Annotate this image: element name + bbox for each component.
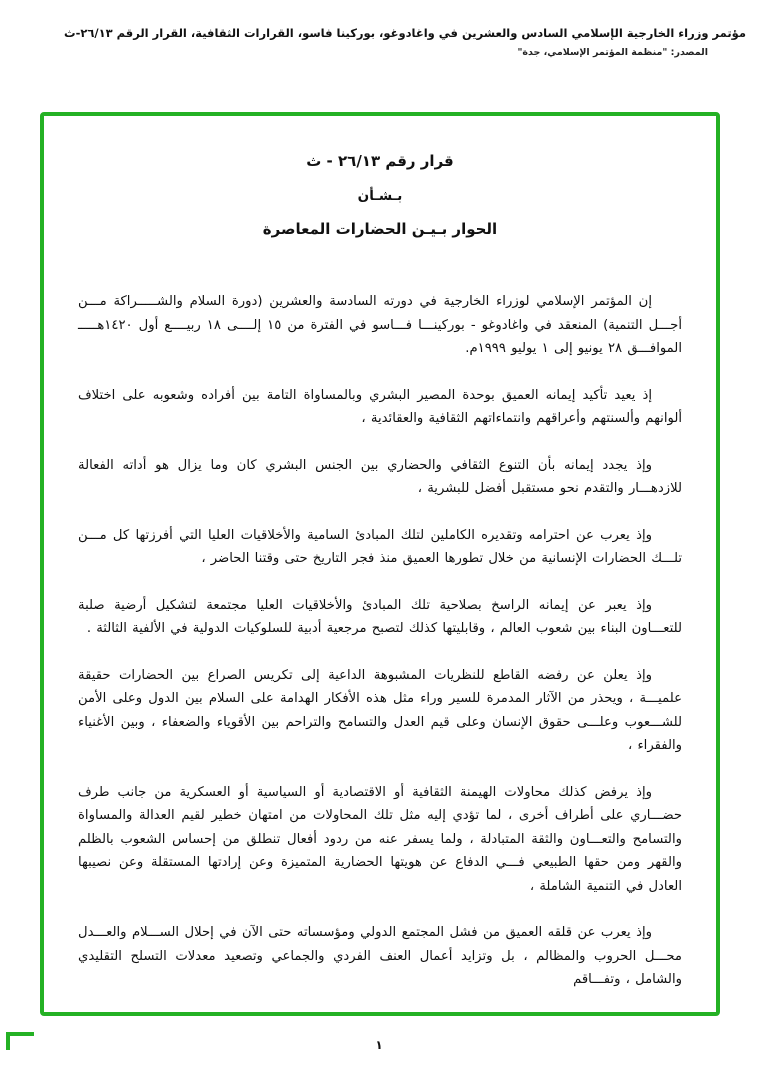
paragraph: وإذ يعبر عن إيمانه الراسخ بصلاحية تلك المبادئ والأخلاقيات العليا مجتمعة لتشكيل أرضية صلبة للتعـــاون البناء بين شعوب العالم ، وقابليتها كذلك لتصبح مرجعية أدبية للسلوكيات الدولية في الألفية الثالثة . <box>78 597 682 636</box>
resolution-regarding-label: بـشـأن <box>357 188 403 204</box>
page-number: ١ <box>375 1038 383 1052</box>
document-header <box>10 26 746 58</box>
paragraph: وإذ يرفض كذلك محاولات الهيمنة الثقافية أو الاقتصادية أو السياسية أو العسكرية من جانب طرف حضـــاري على أطراف أخرى ، لما تؤدي إليه مثل تلك المحاولات من امتهان خطير لقيم العدالة والمساواة والتسامح والتعـــاون والثقة المتبادلة ، ولما يسفر عنه من ردود أفعال تنطلق من إحساس الشعوب بالظلم والقهر ومن حقها الطبيعي فـــي الدفاع عن هويتها الحضارية المتميزة وعن إرادتها المستقلة وعن نصيبها العادل في التنمية الشاملة ، <box>78 784 682 894</box>
header-source-line: المصدر: "منظمة المؤتمر الإسلامي، جدة" <box>517 47 708 58</box>
resolution-body <box>78 290 682 992</box>
paragraph: وإذ يعرب عن احترامه وتقديره الكاملين لتلك المبادئ السامية والأخلاقيات العليا التي أفرزتها كل مـــن تلـــك الحضارات الإنسانية من خلال تطورها العميق منذ فجر التاريخ حتى وقتنا الحاضر ، <box>78 527 682 566</box>
paragraph: وإذ يعرب عن قلقه العميق من فشل المجتمع الدولي ومؤسساته حتى الآن في إحلال الســـلام والعـــدل محـــل الحروب والمظالم ، بل وتزايد أعمال العنف الفردي والجماعي وتصعيد معدلات التسلح التقليدي والشامل ، وتفـــاقم <box>78 925 682 987</box>
paragraph-preamble: إن المؤتمر الإسلامي لوزراء الخارجية في دورته السادسة والعشرين (دورة السلام والشـــــراكة مـــن أجـــل التنمية) المنعقد في واغادوغو - بوركينـــا فـــاسو في الفترة من ١٥ إلــــى ١٨ ربيــــع أول ١٤٢٠هـــــ الموافـــق ٢٨ يونيو إلى ١ يوليو ١٩٩٩م. <box>78 294 682 356</box>
paragraph: وإذ يعلن عن رفضه القاطع للنظريات المشبوهة الداعية إلى تكريس الصراع بين الحضارات حقيقة علميـــة ، ويحذر من الآثار المدمرة للسير وراء مثل هذه الأفكار الهدامة على السلام بين الدول وعلى الأمن للشـــعوب وعلـــى حقوق الإنسان وعلى قيم العدل والتسامح والتراحم بين الأقوياء والضعفاء ، وبين الأغنياء والفقراء ، <box>78 667 682 753</box>
resolution-number-title: قرار رقم ٢٦/١٣ - ث <box>306 152 454 170</box>
resolution-subject-title: الحوار بـيـن الحضارات المعاصرة <box>262 220 498 238</box>
paragraph: وإذ يجدد إيمانه بأن التنوع الثقافي والحضاري بين الجنس البشري كان وما يزال هو أداته الفعالة للازدهـــار والتقدم نحو مستقبل أفضل للبشرية ، <box>78 457 682 496</box>
resolution-titles <box>44 152 716 238</box>
paragraph: إذ يعيد تأكيد إيمانه العميق بوحدة المصير البشري وبالمساواة التامة بين أفراده وشعوبه على اختلاف ألوانهم وألسنتهم وأعراقهم وانتماءاتهم الثقافية والعقائدية ، <box>78 387 682 426</box>
next-page-corner-mark <box>6 1032 34 1050</box>
resolution-border-box <box>40 112 720 1016</box>
header-conference-line: مؤتمر وزراء الخارجية الإسلامي السادس والعشرين في واغادوغو، بوركينا فاسو، القرارات الثقافية، القرار الرقم ٢٦/١٣-ث <box>64 26 746 40</box>
